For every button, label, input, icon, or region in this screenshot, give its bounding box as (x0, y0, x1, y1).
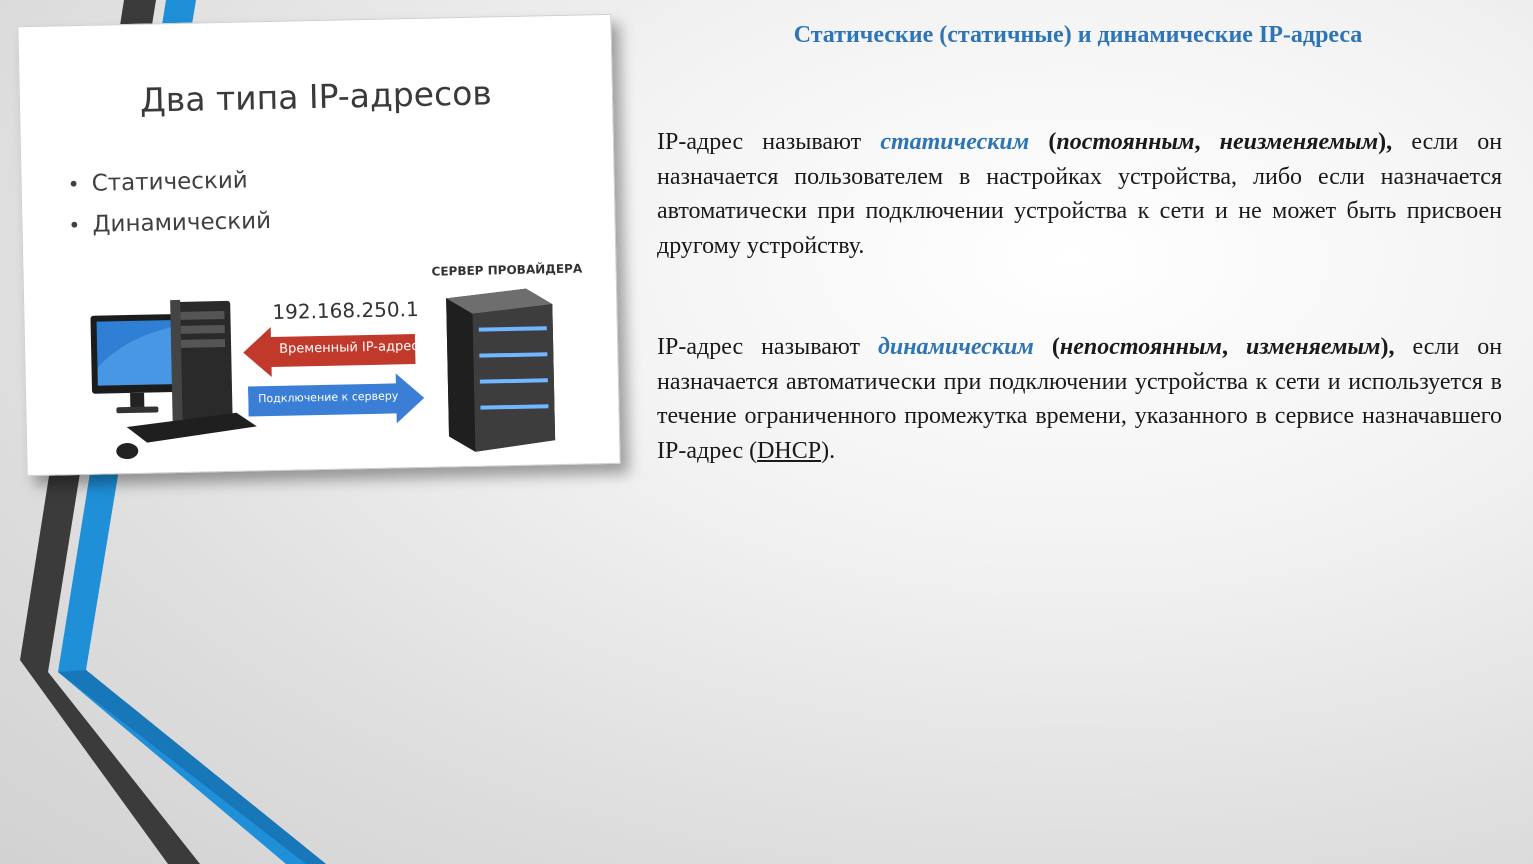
slide-image-card (17, 14, 620, 476)
p2-lead: IP-адрес называют (657, 334, 860, 360)
paragraph-dynamic (657, 330, 1502, 468)
ip-address-label: 192.168.250.1 (272, 296, 419, 324)
card-title: Два типа IP-адресов (139, 73, 493, 120)
p2-synonym-1: непостоянным (1059, 334, 1222, 360)
connect-server-label: Подключение к серверу (258, 389, 399, 406)
server-label: СЕРВЕР ПРОВАЙДЕРА (431, 261, 583, 279)
p2-body: если он назначается автоматически при подключении устройства к сети и используется в течение ограниченного промежутка времени, указанного в сервисе назначавшего IP-адрес ( (657, 334, 1503, 464)
bullet-dynamic: • Динамический (68, 201, 271, 246)
p1-close: ), (1378, 129, 1393, 155)
p1-sep: , (1194, 129, 1201, 155)
p2-close: ), (1380, 334, 1395, 360)
p2-open: ( (1051, 334, 1060, 360)
p2-sep: , (1222, 334, 1228, 360)
mouse (116, 443, 138, 459)
server-illustration (426, 282, 570, 455)
dhcp-link[interactable]: DHCP (757, 437, 822, 464)
temporary-ip-label: Временный IP-адрес (279, 338, 419, 357)
p1-synonym-1: постоянным (1056, 129, 1195, 155)
p2-end: ). (821, 437, 836, 464)
p1-body: если он назначается пользователем в настройках устройства, либо если назначается автоматически при подключении устройства к сети и не может быть присвоен другому устройству. (657, 129, 1503, 259)
p2-synonym-2: изменяемым (1246, 334, 1381, 360)
monitor-stand (130, 393, 144, 409)
computer-illustration (84, 294, 268, 468)
term-dynamic: динамическим (877, 334, 1034, 360)
term-static: статическим (880, 129, 1030, 155)
p1-synonym-2: неизменяемым (1219, 129, 1379, 155)
page-title: Статические (статичные) и динамические IP-адреса (793, 22, 1363, 48)
p1-lead: IP-адрес называют (657, 129, 862, 155)
paragraph-static (657, 125, 1502, 263)
bullet-static: • Статический (67, 160, 270, 205)
p1-open: ( (1048, 129, 1057, 155)
card-bullet-list (67, 160, 271, 246)
